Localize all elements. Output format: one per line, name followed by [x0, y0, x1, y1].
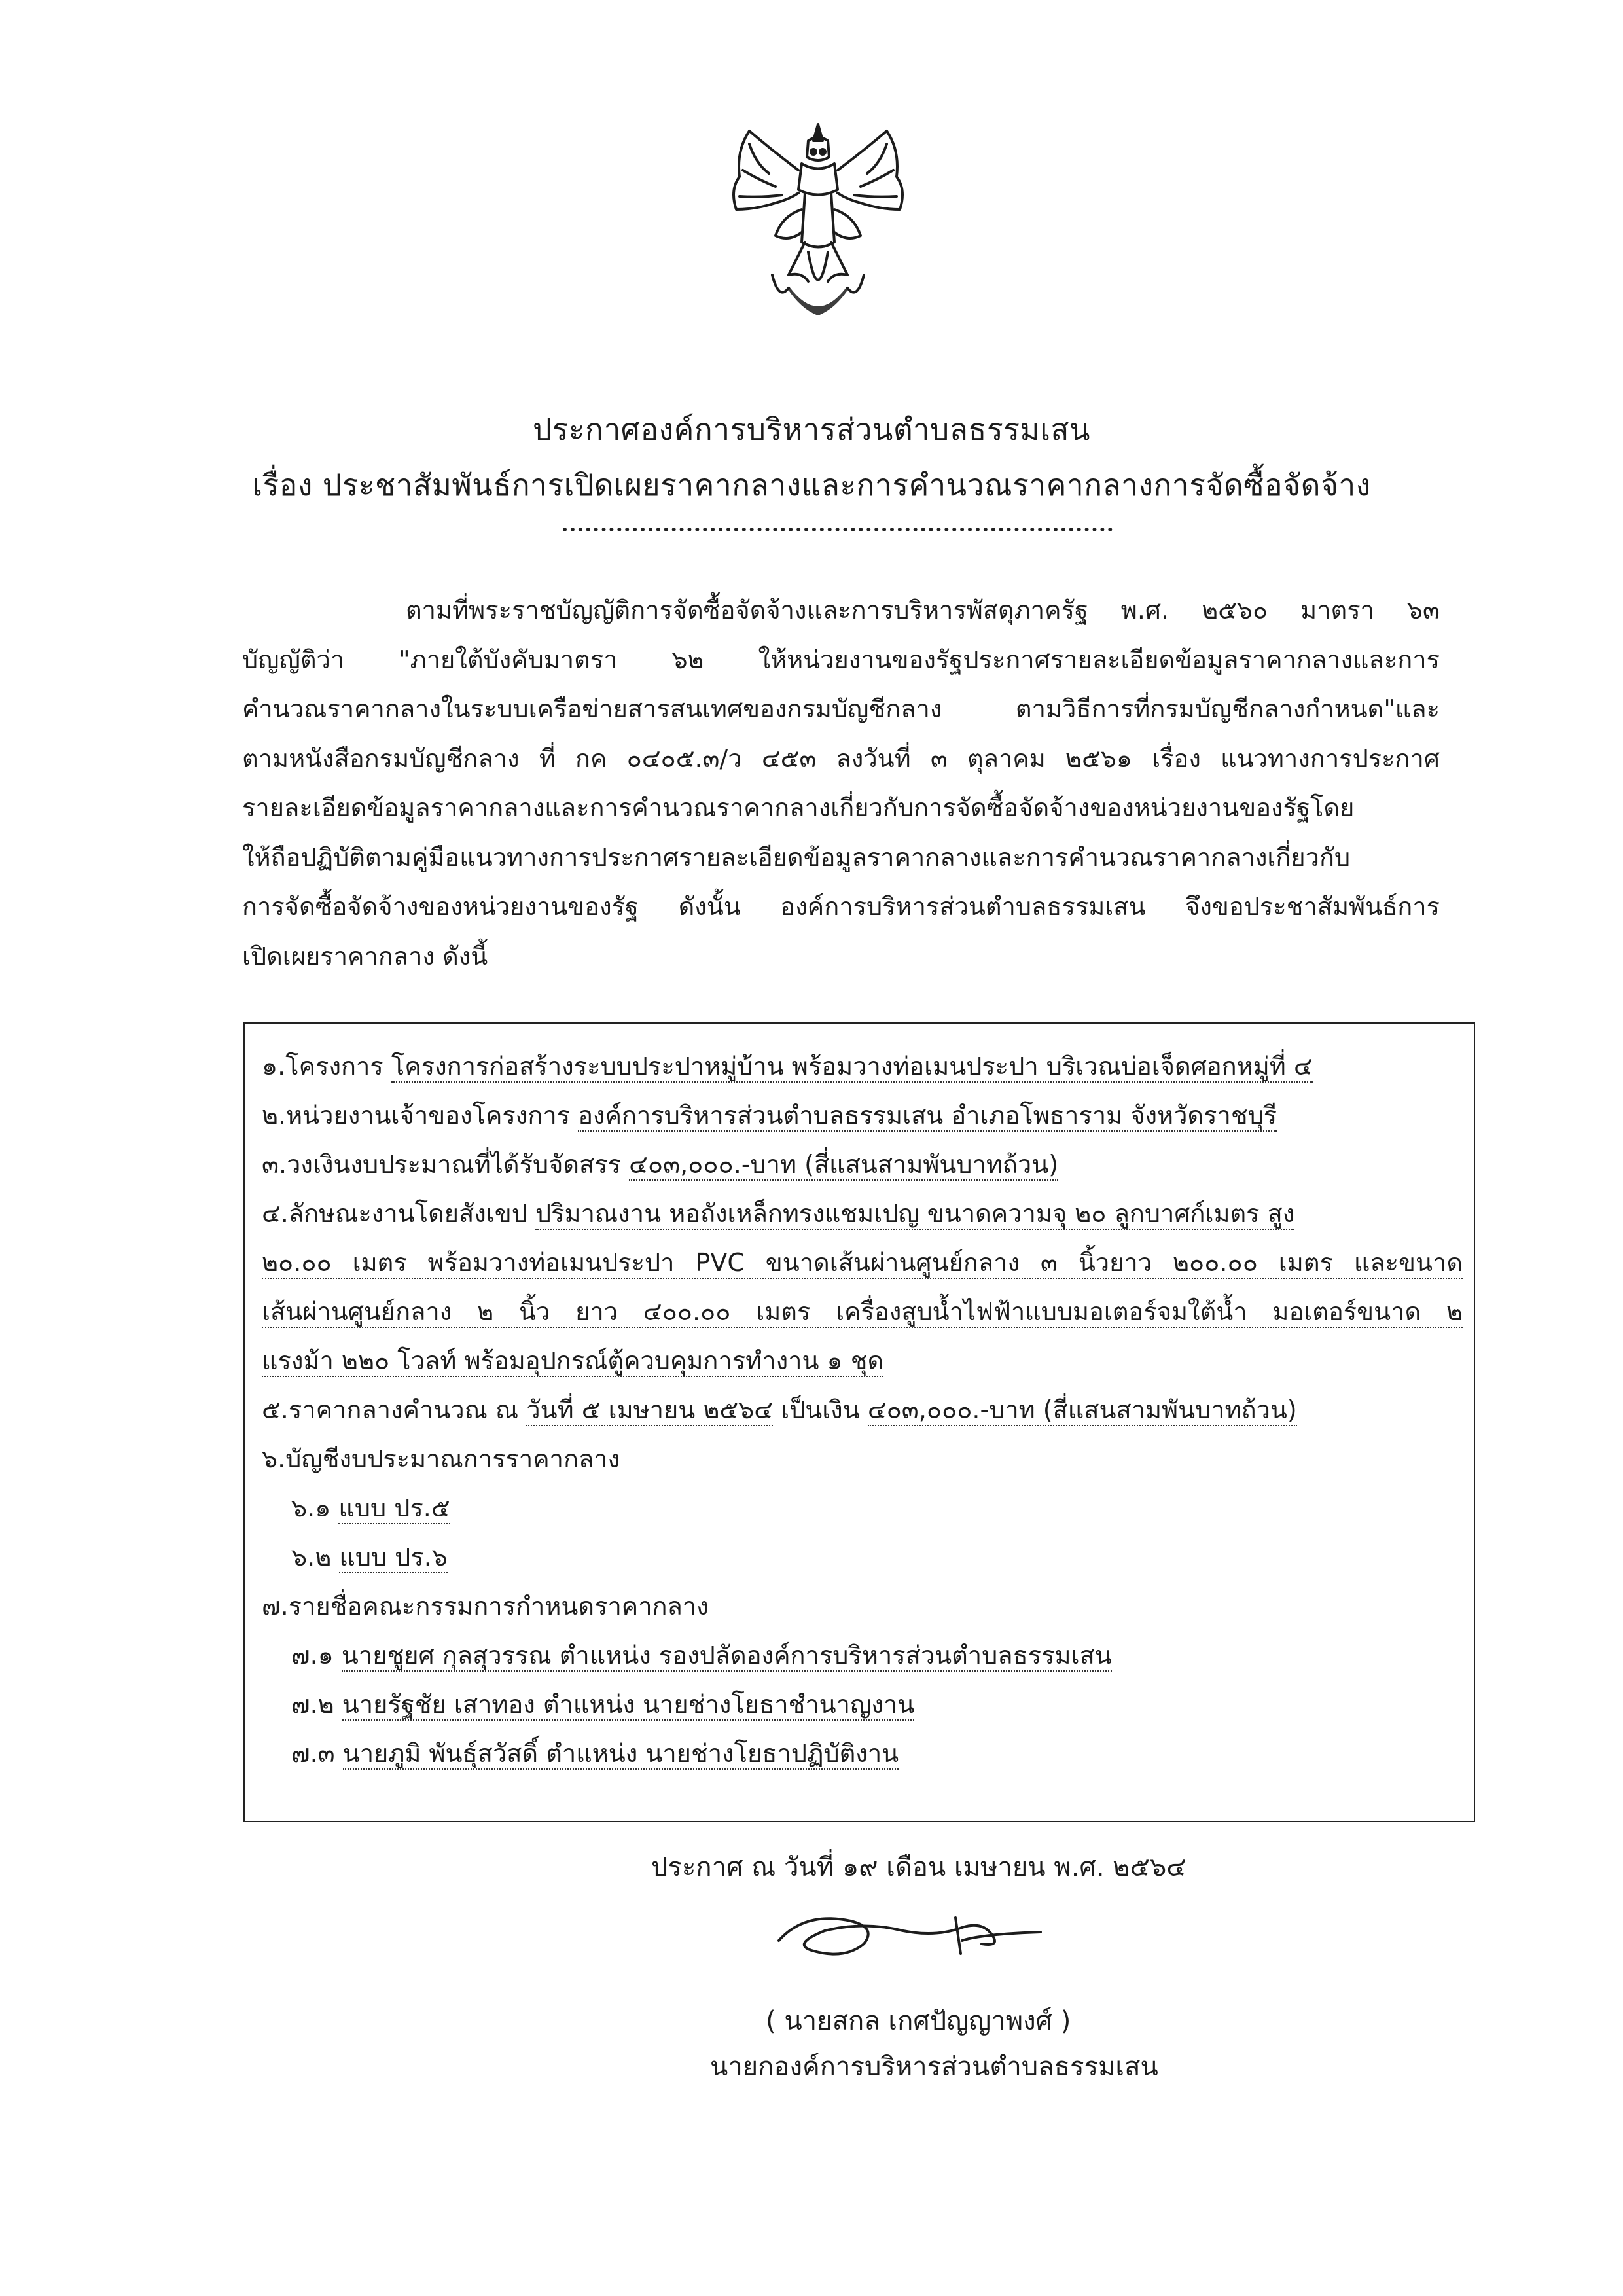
- body-line: คำนวณราคากลางในระบบเครือข่ายสารสนเทศของกรมบัญชีกลาง ตามวิธีการที่กรมบัญชีกลางกำหนด"และ: [242, 694, 1440, 723]
- account-item: [291, 1492, 450, 1524]
- garuda-emblem: [710, 111, 926, 347]
- reference-price-label: ๕.ราคากลางคำนวณ ณ: [262, 1395, 519, 1424]
- reference-price-row: [262, 1394, 1297, 1426]
- body-line: ให้ถือปฏิบัติตามคู่มือแนวทางการประกาศรายละเอียดข้อมูลราคากลางและการคำนวณราคากลางเกี่ยวกับ: [242, 842, 1351, 872]
- spec-label: ๔.ลักษณะงานโดยสังเขป: [262, 1199, 527, 1228]
- body-line: เปิดเผยราคากลาง ดังนี้: [242, 941, 488, 971]
- budget-value: ๔๐๓,๐๐๐.-บาท (สี่แสนสามพันบาทถ้วน): [629, 1150, 1058, 1181]
- committee-member-text: นายภูมิ พันธุ์สวัสดิ์ ตำแหน่ง นายช่างโยธาปฏิบัติงาน: [343, 1739, 899, 1770]
- handwritten-signature: [766, 1892, 1067, 1970]
- body-line: รายละเอียดข้อมูลราคากลางและการคำนวณราคากลางเกี่ยวกับการจัดซื้อจัดจ้างของหน่วยงานของรัฐโดย: [242, 793, 1355, 822]
- spec-line-text: แรงม้า ๒๒๐ โวลท์ พร้อมอุปกรณ์ตู้ควบคุมการทำงาน ๑ ชุด: [262, 1346, 883, 1377]
- budget-label: ๓.วงเงินงบประมาณที่ได้รับจัดสรร: [262, 1150, 622, 1179]
- signer-position: นายกองค์การบริหารส่วนตำบลธรรมเสน: [710, 2052, 1158, 2082]
- spec-row: [262, 1198, 1294, 1229]
- spec-line: [262, 1296, 1463, 1327]
- reference-price-amount-label: เป็นเงิน: [781, 1395, 860, 1424]
- owner-row: [262, 1100, 1277, 1131]
- body-line: การจัดซื้อจัดจ้างของหน่วยงานของรัฐ ดังนั้น องค์การบริหารส่วนตำบลธรรมเสน จึงขอประชาสัมพันธ์การ: [242, 892, 1440, 921]
- committee-heading: ๗.รายชื่อคณะกรรมการกำหนดราคากลาง: [262, 1592, 709, 1621]
- dotted-divider: [563, 528, 1113, 531]
- body-line: ตามที่พระราชบัญญัติการจัดซื้อจัดจ้างและการบริหารพัสดุภาครัฐ พ.ศ. ๒๕๖๐ มาตรา ๖๓: [406, 596, 1440, 624]
- reference-price-date: วันที่ ๕ เมษายน ๒๕๖๔: [526, 1395, 773, 1426]
- account-name: แบบ ปร.๖: [339, 1543, 448, 1573]
- announcement-title: ประกาศองค์การบริหารส่วนตำบลธรรมเสน: [532, 412, 1090, 447]
- committee-number: ๗.๓: [291, 1739, 335, 1768]
- owner-label: ๒.หน่วยงานเจ้าของโครงการ: [262, 1101, 571, 1130]
- spec-line: ปริมาณงาน หอถังเหล็กทรงแชมเปญ ขนาดความจุ ๒๐ ลูกบาศก์เมตร สูง: [535, 1199, 1294, 1230]
- body-paragraph: [242, 586, 1440, 981]
- account-name: แบบ ปร.๕: [338, 1494, 450, 1524]
- committee-number: ๗.๒: [291, 1690, 334, 1719]
- committee-member: [291, 1689, 914, 1720]
- budget-row: [262, 1149, 1058, 1180]
- spec-line: [262, 1247, 1463, 1278]
- accounts-heading: ๖.บัญชีงบประมาณการราคากลาง: [262, 1444, 620, 1473]
- reference-price-amount: ๔๐๓,๐๐๐.-บาท (สี่แสนสามพันบาทถ้วน): [868, 1395, 1297, 1426]
- project-label: ๑.โครงการ: [262, 1052, 383, 1081]
- project-row: [262, 1050, 1313, 1082]
- announcement-date: ประกาศ ณ วันที่ ๑๙ เดือน เมษายน พ.ศ. ๒๕๖๔: [651, 1852, 1186, 1882]
- owner-value: องค์การบริหารส่วนตำบลธรรมเสน อำเภอโพธาราม จังหวัดราชบุรี: [578, 1101, 1277, 1132]
- announcement-subject: เรื่อง ประชาสัมพันธ์การเปิดเผยราคากลางและการคำนวณราคากลางการจัดซื้อจัดจ้าง: [252, 467, 1371, 503]
- project-value: โครงการก่อสร้างระบบประปาหมู่บ้าน พร้อมวางท่อเมนประปา บริเวณบ่อเจ็ดศอกหมู่ที่ ๔: [391, 1052, 1313, 1083]
- committee-member-text: นายรัฐชัย เสาทอง ตำแหน่ง นายช่างโยธาชำนาญงาน: [342, 1690, 914, 1721]
- account-item: [291, 1541, 448, 1573]
- body-line: บัญญัติว่า "ภายใต้บังคับมาตรา ๖๒ ให้หน่วยงานของรัฐประกาศรายละเอียดข้อมูลราคากลางและการ: [242, 645, 1440, 674]
- account-number: ๖.๑: [291, 1494, 331, 1522]
- committee-member: [291, 1738, 899, 1769]
- body-line: ตามหนังสือกรมบัญชีกลาง ที่ กค ๐๔๐๕.๓/ว ๔๕๓ ลงวันที่ ๓ ตุลาคม ๒๕๖๑ เรื่อง แนวทางการประกาศ: [242, 744, 1440, 773]
- committee-member: [291, 1640, 1112, 1671]
- committee-number: ๗.๑: [291, 1641, 334, 1670]
- spec-line-text: เส้นผ่านศูนย์กลาง ๒ นิ้ว ยาว ๔๐๐.๐๐ เมตร เครื่องสูบน้ำไฟฟ้าแบบมอเตอร์จมใต้น้ำ มอเตอร์ขนาด ๒: [262, 1297, 1463, 1328]
- signer-name: ( นายสกล เกศปัญญาพงศ์ ): [766, 2006, 1071, 2036]
- committee-member-text: นายชูยศ กุลสุวรรณ ตำแหน่ง รองปลัดองค์การบริหารส่วนตำบลธรรมเสน: [342, 1641, 1112, 1672]
- spec-line-text: ๒๐.๐๐ เมตร พร้อมวางท่อเมนประปา PVC ขนาดเส้นผ่านศูนย์กลาง ๓ นิ้วยาว ๒๐๐.๐๐ เมตร และขนาด: [262, 1248, 1463, 1279]
- account-number: ๖.๒: [291, 1543, 332, 1571]
- spec-line: [262, 1345, 883, 1376]
